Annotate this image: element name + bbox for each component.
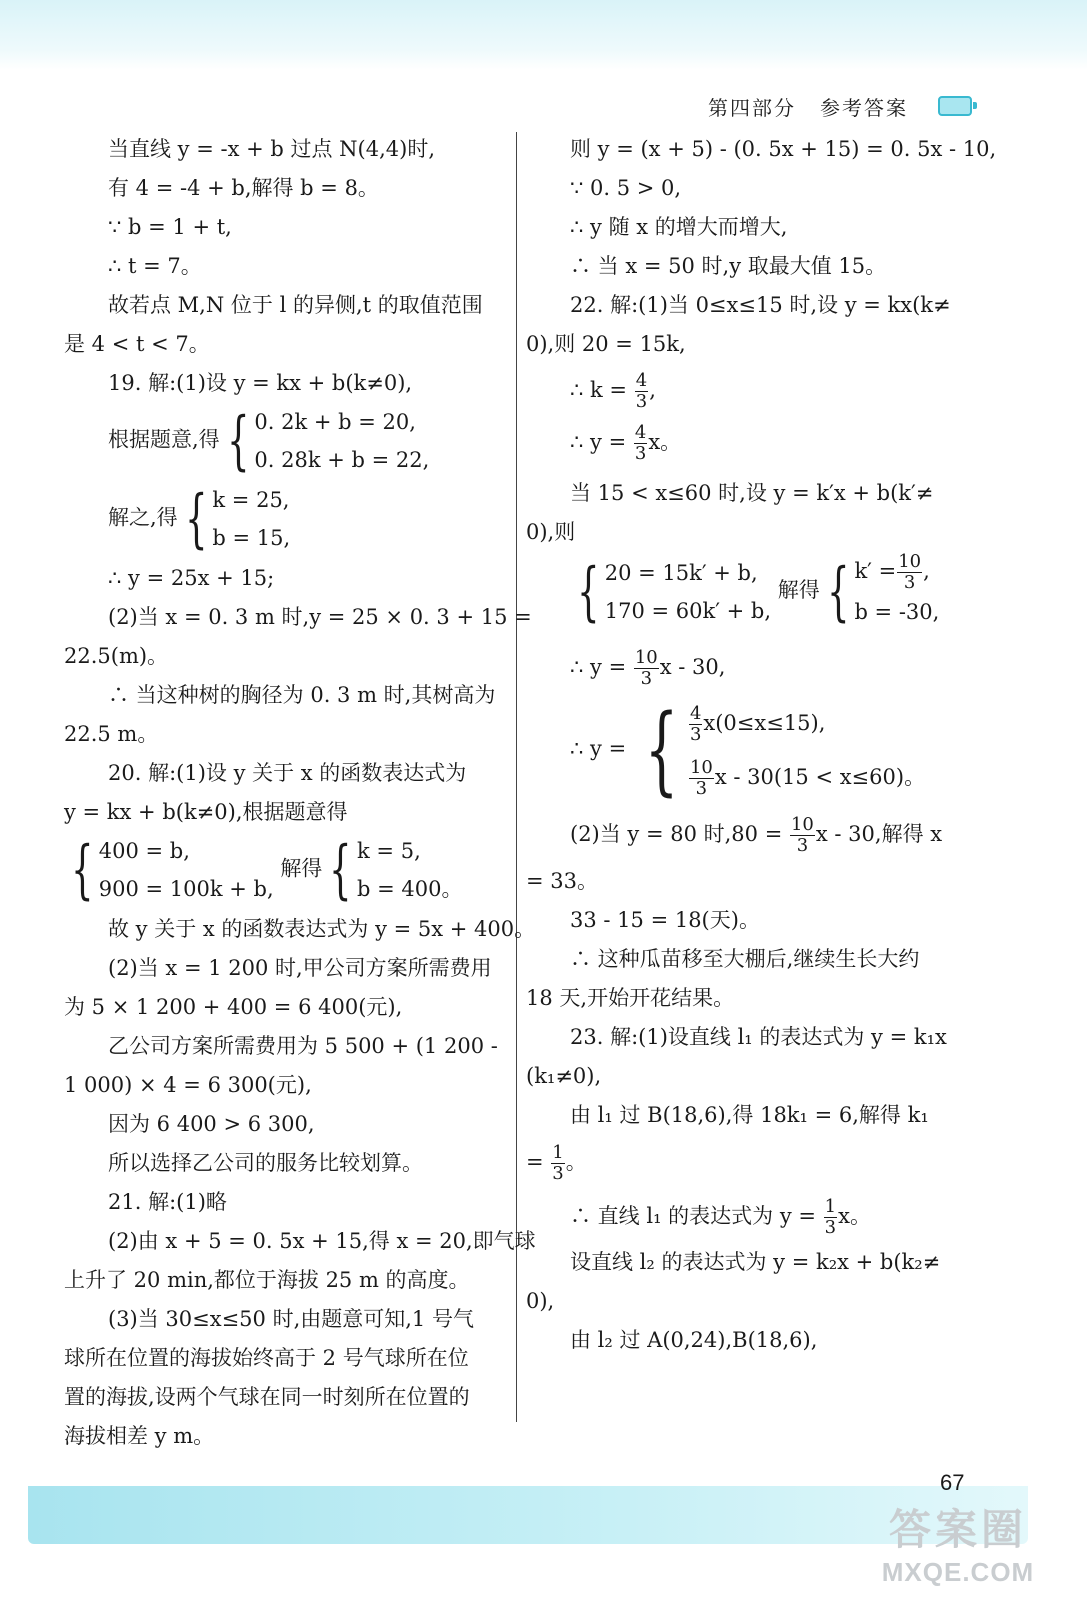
equation: b = 15, bbox=[212, 526, 291, 550]
system-connector: 解得 bbox=[777, 578, 820, 602]
text-line: ∵ b = 1 + t, bbox=[108, 215, 232, 239]
watermark-line: 答案圈 bbox=[888, 1506, 1027, 1553]
equation: k = 25, bbox=[212, 488, 290, 512]
text: ∴ y = bbox=[570, 736, 627, 761]
equation: 900 = 100k + b, bbox=[98, 877, 274, 901]
text-line: ∴ y = 25x + 15; bbox=[108, 566, 275, 590]
text-line: 22.5 m。 bbox=[64, 722, 159, 746]
system-connector: 解得 bbox=[280, 856, 323, 881]
text-line: = 33。 bbox=[526, 869, 598, 893]
text-line: 23. 解:(1)设直线 l₁ 的表达式为 y = k₁x bbox=[570, 1025, 947, 1049]
text-line: (k₁≠0), bbox=[526, 1064, 602, 1088]
fraction bbox=[634, 648, 659, 689]
text-line: 由 l₂ 过 A(0,24),B(18,6), bbox=[570, 1328, 818, 1352]
text-line: 是 4 < t < 7。 bbox=[64, 332, 210, 356]
brace-icon: { bbox=[577, 554, 600, 629]
text: , bbox=[923, 559, 930, 583]
text-line: 1 000) × 4 = 6 300(元), bbox=[64, 1073, 312, 1097]
denominator: 3 bbox=[640, 668, 653, 689]
text: ∴ k = bbox=[570, 378, 628, 402]
system-prefix: 解之,得 bbox=[108, 505, 178, 530]
numerator: 4 bbox=[634, 422, 647, 443]
text-line: (2)当 x = 1 200 时,甲公司方案所需费用 bbox=[108, 956, 492, 980]
equation: b = 400。 bbox=[357, 877, 463, 901]
text-line: 由 l₁ 过 B(18,6),得 18k₁ = 6,解得 k₁ bbox=[570, 1103, 929, 1127]
text-line: 为 5 × 1 200 + 400 = 6 400(元), bbox=[64, 995, 403, 1019]
text: (2)当 y = 80 时,80 = bbox=[570, 822, 783, 846]
text: x。 bbox=[648, 430, 682, 454]
text-line: y = kx + b(k≠0),根据题意得 bbox=[64, 800, 348, 824]
top-decorative-band bbox=[0, 0, 1087, 70]
fraction bbox=[824, 1197, 837, 1238]
left-column bbox=[64, 130, 536, 1456]
equation: x(0≤x≤15), bbox=[703, 711, 826, 735]
text-line: ∵ 0. 5 > 0, bbox=[570, 176, 682, 200]
denominator: 3 bbox=[824, 1217, 837, 1238]
numerator: 10 bbox=[634, 647, 658, 668]
text-line: 22. 解:(1)当 0≤x≤15 时,设 y = kx(k≠ bbox=[570, 293, 951, 317]
text-line: 上升了 20 min,都位于海拔 25 m 的高度。 bbox=[64, 1268, 470, 1292]
text-line: ∴ y 随 x 的增大而增大, bbox=[570, 215, 788, 239]
equation: x - 30(15 < x≤60)。 bbox=[714, 765, 926, 789]
text-line: 海拔相差 y m。 bbox=[64, 1424, 215, 1448]
brace-icon: { bbox=[826, 554, 850, 629]
text-line: 球所在位置的海拔始终高于 2 号气球所在位 bbox=[64, 1346, 469, 1370]
watermark-logo bbox=[858, 1505, 1058, 1597]
fraction bbox=[689, 758, 714, 799]
equation: 400 = b, bbox=[98, 839, 190, 863]
text: x - 30,解得 x bbox=[815, 822, 943, 846]
text-line: 当 15 < x≤60 时,设 y = k′x + b(k′≠ bbox=[570, 481, 934, 505]
header-title: 参考答案 bbox=[820, 96, 908, 120]
fraction-line bbox=[526, 1189, 972, 1243]
text-line: 21. 解:(1)略 bbox=[108, 1190, 227, 1214]
denominator: 3 bbox=[903, 572, 916, 593]
equation-system bbox=[64, 481, 512, 559]
text: = bbox=[526, 1150, 544, 1174]
text: ∴ y = bbox=[570, 655, 627, 679]
denominator: 3 bbox=[552, 1163, 564, 1184]
right-column bbox=[526, 130, 997, 1360]
numerator: 4 bbox=[635, 370, 648, 391]
equation: 0. 28k + b = 22, bbox=[254, 448, 430, 472]
text-line: ∴ 当 x = 50 时,y 取最大值 15。 bbox=[570, 254, 887, 278]
text: ∴ 直线 l₁ 的表达式为 y = bbox=[570, 1204, 816, 1228]
equation: 20 = 15k′ + b, bbox=[604, 560, 758, 585]
text: , bbox=[649, 378, 656, 402]
fraction bbox=[790, 815, 815, 856]
text-line: 22.5(m)。 bbox=[64, 644, 169, 668]
text-line: (2)当 x = 0. 3 m 时,y = 25 × 0. 3 + 15 = bbox=[108, 605, 532, 629]
watermark-line: MXQE.COM bbox=[881, 1557, 1035, 1587]
numerator: 1 bbox=[552, 1142, 564, 1163]
denominator: 3 bbox=[634, 443, 647, 464]
fraction bbox=[689, 704, 702, 745]
text-line: 有 4 = -4 + b,解得 b = 8。 bbox=[108, 176, 379, 200]
denominator: 3 bbox=[695, 778, 708, 799]
text-line: 18 天,开始开花结果。 bbox=[526, 986, 735, 1010]
page-number: 67 bbox=[940, 1470, 965, 1495]
numerator: 10 bbox=[790, 814, 814, 835]
fraction-line bbox=[526, 638, 972, 696]
text-line: 置的海拔,设两个气球在同一时刻所在位置的 bbox=[64, 1385, 470, 1409]
text: x。 bbox=[838, 1204, 871, 1228]
brace-icon: { bbox=[226, 404, 250, 478]
numerator: 4 bbox=[689, 703, 702, 724]
text: 。 bbox=[565, 1150, 587, 1174]
text-line: 故 y 关于 x 的函数表达式为 y = 5x + 400。 bbox=[108, 917, 536, 941]
text-line: 19. 解:(1)设 y = kx + b(k≠0), bbox=[108, 371, 413, 395]
denominator: 3 bbox=[689, 724, 702, 745]
fraction bbox=[634, 423, 647, 464]
text-line: ∴ 当这种树的胸径为 0. 3 m 时,其树高为 bbox=[108, 683, 496, 707]
equation: 170 = 60k′ + b, bbox=[604, 598, 772, 623]
equation-system bbox=[64, 832, 512, 910]
text-line: 20. 解:(1)设 y 关于 x 的函数表达式为 bbox=[108, 761, 467, 785]
text-line: 当直线 y = -x + b 过点 N(4,4)时, bbox=[108, 137, 435, 161]
text-line: 0),则 20 = 15k, bbox=[526, 332, 686, 356]
brace-icon: { bbox=[71, 833, 94, 907]
text-line: 乙公司方案所需费用为 5 500 + (1 200 - bbox=[108, 1034, 498, 1058]
fraction bbox=[635, 371, 648, 412]
page-header bbox=[708, 92, 908, 121]
piecewise-function bbox=[526, 696, 972, 806]
numerator: 10 bbox=[898, 551, 922, 572]
brace-icon: { bbox=[329, 833, 352, 907]
denominator: 3 bbox=[635, 391, 648, 412]
text-line: 33 - 15 = 18(天)。 bbox=[570, 908, 760, 932]
text: ∴ y = bbox=[570, 430, 627, 454]
text-line: ∴ t = 7。 bbox=[108, 254, 202, 278]
text-line: 设直线 l₂ 的表达式为 y = k₂x + b(k₂≠ bbox=[570, 1250, 941, 1274]
equation: k′ = bbox=[854, 559, 897, 583]
equation: b = -30, bbox=[854, 600, 940, 624]
equation-system bbox=[64, 403, 512, 481]
text-line: (3)当 30≤x≤50 时,由题意可知,1 号气 bbox=[108, 1307, 474, 1331]
fraction bbox=[897, 552, 922, 593]
fraction-line bbox=[526, 1135, 972, 1189]
text-line: 0), bbox=[526, 1289, 555, 1313]
text-line: 0),则 bbox=[526, 520, 576, 544]
battery-icon bbox=[938, 96, 972, 116]
brace-icon: { bbox=[184, 482, 208, 556]
brace-icon: { bbox=[644, 694, 679, 806]
fraction bbox=[551, 1143, 564, 1184]
text-line: ∴ 这种瓜苗移至大棚后,继续生长大约 bbox=[570, 947, 920, 971]
fraction-line bbox=[526, 806, 972, 862]
equation: k = 5, bbox=[357, 839, 421, 863]
text: x - 30, bbox=[659, 655, 726, 679]
text-line: 故若点 M,N 位于 l 的异侧,t 的取值范围 bbox=[108, 293, 483, 317]
fraction-line bbox=[526, 364, 972, 416]
equation-system bbox=[526, 552, 972, 638]
text-line: (2)由 x + 5 = 0. 5x + 15,得 x = 20,即气球 bbox=[108, 1229, 536, 1253]
denominator: 3 bbox=[796, 835, 809, 856]
text-line: 所以选择乙公司的服务比较划算。 bbox=[108, 1151, 423, 1175]
numerator: 10 bbox=[689, 757, 713, 778]
equation: 0. 2k + b = 20, bbox=[254, 410, 416, 434]
text-line: 因为 6 400 > 6 300, bbox=[108, 1112, 315, 1136]
text-line: 则 y = (x + 5) - (0. 5x + 15) = 0. 5x - 10, bbox=[570, 137, 997, 161]
numerator: 1 bbox=[824, 1196, 837, 1217]
system-prefix: 根据题意,得 bbox=[108, 427, 220, 452]
fraction-line bbox=[526, 416, 972, 468]
header-part: 第四部分 bbox=[708, 96, 796, 120]
